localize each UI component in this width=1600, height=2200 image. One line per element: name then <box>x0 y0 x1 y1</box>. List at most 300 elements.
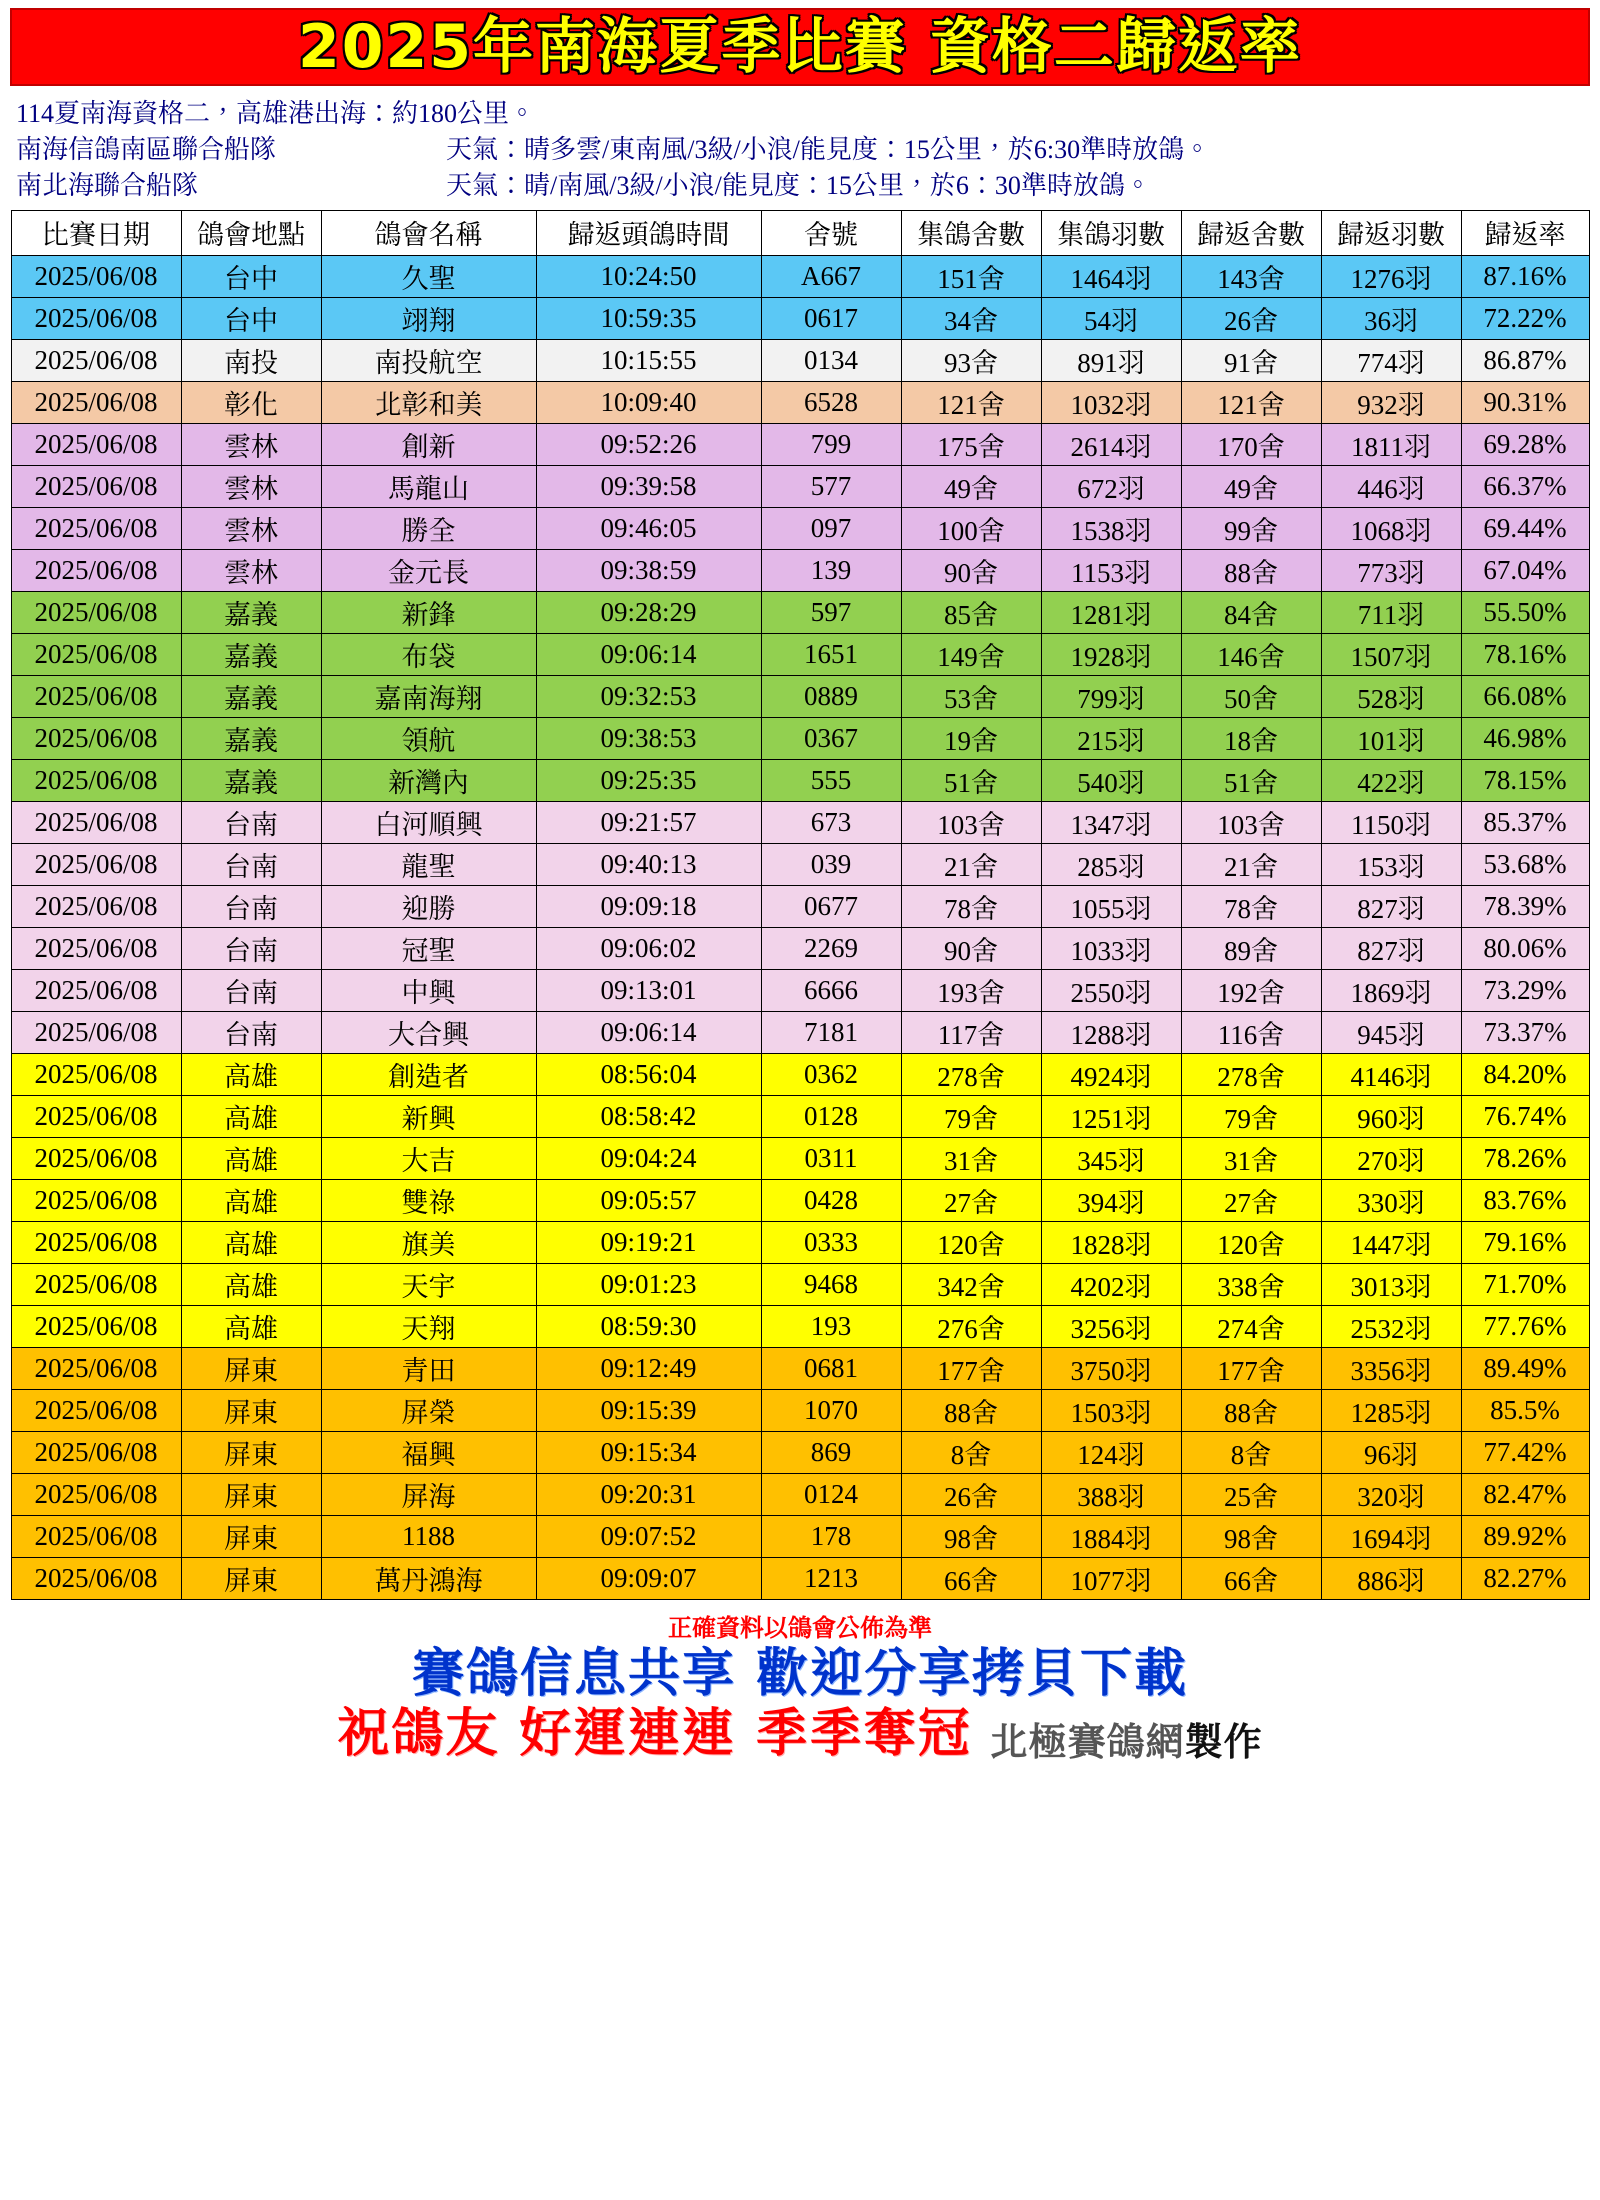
cell-return-rate: 76.74% <box>1461 1095 1589 1137</box>
cell-first-return-time: 09:32:53 <box>536 675 761 717</box>
title-banner <box>10 8 1590 86</box>
cell-return-birds: 945羽 <box>1321 1011 1461 1053</box>
cell-shed-no: 0681 <box>761 1347 901 1389</box>
cell-return-birds: 1811羽 <box>1321 423 1461 465</box>
cell-date: 2025/06/08 <box>11 1053 181 1095</box>
cell-club-name: 天宇 <box>321 1263 536 1305</box>
cell-return-rate: 84.20% <box>1461 1053 1589 1095</box>
cell-first-return-time: 09:04:24 <box>536 1137 761 1179</box>
cell-collect-sheds: 100舍 <box>901 507 1041 549</box>
header-rate: 歸返率 <box>1461 210 1589 255</box>
cell-club-name: 迎勝 <box>321 885 536 927</box>
cell-club-name: 雙祿 <box>321 1179 536 1221</box>
cell-location: 台南 <box>181 969 321 1011</box>
cell-first-return-time: 09:21:57 <box>536 801 761 843</box>
cell-location: 屏東 <box>181 1389 321 1431</box>
cell-location: 雲林 <box>181 507 321 549</box>
cell-location: 屏東 <box>181 1347 321 1389</box>
cell-first-return-time: 09:13:01 <box>536 969 761 1011</box>
cell-date: 2025/06/08 <box>11 801 181 843</box>
cell-date: 2025/06/08 <box>11 1515 181 1557</box>
cell-collect-sheds: 342舍 <box>901 1263 1041 1305</box>
footer-wish-text: 祝鴿友 好運連連 季季奪冠 <box>337 1704 972 1765</box>
cell-first-return-time: 09:40:13 <box>536 843 761 885</box>
cell-first-return-time: 09:28:29 <box>536 591 761 633</box>
cell-return-rate: 72.22% <box>1461 297 1589 339</box>
cell-return-birds: 153羽 <box>1321 843 1461 885</box>
cell-collect-birds: 285羽 <box>1041 843 1181 885</box>
info-line-distance <box>16 96 1590 132</box>
cell-first-return-time: 09:15:39 <box>536 1389 761 1431</box>
cell-shed-no: 0311 <box>761 1137 901 1179</box>
cell-return-sheds: 121舍 <box>1181 381 1321 423</box>
cell-return-sheds: 91舍 <box>1181 339 1321 381</box>
cell-collect-birds: 1153羽 <box>1041 549 1181 591</box>
cell-return-birds: 773羽 <box>1321 549 1461 591</box>
cell-date: 2025/06/08 <box>11 885 181 927</box>
table-row <box>11 675 1589 717</box>
cell-return-birds: 1276羽 <box>1321 255 1461 297</box>
cell-location: 高雄 <box>181 1305 321 1347</box>
cell-club-name: 福興 <box>321 1431 536 1473</box>
cell-date: 2025/06/08 <box>11 633 181 675</box>
footer-maker <box>989 1719 1263 1764</box>
cell-date: 2025/06/08 <box>11 339 181 381</box>
cell-club-name: 屏榮 <box>321 1389 536 1431</box>
cell-shed-no: 6528 <box>761 381 901 423</box>
cell-first-return-time: 09:39:58 <box>536 465 761 507</box>
header-shed: 舍號 <box>761 210 901 255</box>
table-row <box>11 759 1589 801</box>
cell-first-return-time: 10:09:40 <box>536 381 761 423</box>
cell-return-rate: 67.04% <box>1461 549 1589 591</box>
cell-return-rate: 73.29% <box>1461 969 1589 1011</box>
cell-return-sheds: 78舍 <box>1181 885 1321 927</box>
cell-club-name: 白河順興 <box>321 801 536 843</box>
cell-collect-birds: 215羽 <box>1041 717 1181 759</box>
cell-return-rate: 82.27% <box>1461 1557 1589 1599</box>
cell-shed-no: 0128 <box>761 1095 901 1137</box>
cell-return-sheds: 120舍 <box>1181 1221 1321 1263</box>
cell-shed-no: 673 <box>761 801 901 843</box>
cell-collect-sheds: 34舍 <box>901 297 1041 339</box>
cell-return-rate: 89.92% <box>1461 1515 1589 1557</box>
cell-collect-birds: 1055羽 <box>1041 885 1181 927</box>
cell-club-name: 南投航空 <box>321 339 536 381</box>
cell-first-return-time: 09:09:07 <box>536 1557 761 1599</box>
cell-date: 2025/06/08 <box>11 507 181 549</box>
cell-location: 屏東 <box>181 1515 321 1557</box>
cell-shed-no: 0677 <box>761 885 901 927</box>
maker-site-name: 北極賽鴿網 <box>989 1719 1185 1764</box>
cell-first-return-time: 09:25:35 <box>536 759 761 801</box>
cell-return-sheds: 50舍 <box>1181 675 1321 717</box>
cell-location: 嘉義 <box>181 633 321 675</box>
cell-collect-birds: 4924羽 <box>1041 1053 1181 1095</box>
cell-club-name: 萬丹鴻海 <box>321 1557 536 1599</box>
header-loc: 鴿會地點 <box>181 210 321 255</box>
cell-return-birds: 1507羽 <box>1321 633 1461 675</box>
cell-return-birds: 774羽 <box>1321 339 1461 381</box>
cell-first-return-time: 09:46:05 <box>536 507 761 549</box>
header-name: 鴿會名稱 <box>321 210 536 255</box>
cell-date: 2025/06/08 <box>11 843 181 885</box>
cell-club-name: 領航 <box>321 717 536 759</box>
cell-location: 嘉義 <box>181 675 321 717</box>
south-fleet-label: 南海信鴿南區聯合船隊 <box>16 134 277 164</box>
cell-return-sheds: 116舍 <box>1181 1011 1321 1053</box>
cell-first-return-time: 09:06:14 <box>536 633 761 675</box>
footer <box>10 1608 1590 1764</box>
cell-shed-no: 597 <box>761 591 901 633</box>
cell-return-birds: 2532羽 <box>1321 1305 1461 1347</box>
cell-club-name: 久聖 <box>321 255 536 297</box>
cell-return-rate: 85.37% <box>1461 801 1589 843</box>
cell-collect-sheds: 66舍 <box>901 1557 1041 1599</box>
cell-return-sheds: 51舍 <box>1181 759 1321 801</box>
cell-return-sheds: 89舍 <box>1181 927 1321 969</box>
cell-collect-birds: 3750羽 <box>1041 1347 1181 1389</box>
cell-first-return-time: 08:58:42 <box>536 1095 761 1137</box>
cell-first-return-time: 09:06:02 <box>536 927 761 969</box>
cell-first-return-time: 10:24:50 <box>536 255 761 297</box>
cell-collect-sheds: 151舍 <box>901 255 1041 297</box>
cell-return-birds: 711羽 <box>1321 591 1461 633</box>
cell-location: 屏東 <box>181 1431 321 1473</box>
cell-shed-no: 7181 <box>761 1011 901 1053</box>
cell-date: 2025/06/08 <box>11 1473 181 1515</box>
cell-collect-birds: 394羽 <box>1041 1179 1181 1221</box>
results-table <box>11 210 1590 1600</box>
table-row <box>11 465 1589 507</box>
cell-shed-no: 9468 <box>761 1263 901 1305</box>
cell-collect-birds: 1281羽 <box>1041 591 1181 633</box>
cell-first-return-time: 08:56:04 <box>536 1053 761 1095</box>
cell-collect-birds: 1032羽 <box>1041 381 1181 423</box>
cell-return-birds: 827羽 <box>1321 885 1461 927</box>
cell-return-birds: 827羽 <box>1321 927 1461 969</box>
cell-return-birds: 1150羽 <box>1321 801 1461 843</box>
cell-return-rate: 79.16% <box>1461 1221 1589 1263</box>
cell-shed-no: 555 <box>761 759 901 801</box>
cell-location: 高雄 <box>181 1095 321 1137</box>
cell-date: 2025/06/08 <box>11 1557 181 1599</box>
table-row <box>11 1263 1589 1305</box>
cell-collect-sheds: 121舍 <box>901 381 1041 423</box>
cell-club-name: 新灣內 <box>321 759 536 801</box>
northsouth-fleet-weather: 天氣：晴/南風/3級/小浪/能見度：15公里，於6：30準時放鴿。 <box>446 170 1151 200</box>
table-row <box>11 1431 1589 1473</box>
cell-return-birds: 101羽 <box>1321 717 1461 759</box>
table-row <box>11 255 1589 297</box>
cell-return-birds: 330羽 <box>1321 1179 1461 1221</box>
header-gbird: 集鴿羽數 <box>1041 210 1181 255</box>
cell-return-sheds: 278舍 <box>1181 1053 1321 1095</box>
cell-collect-sheds: 90舍 <box>901 927 1041 969</box>
cell-collect-birds: 345羽 <box>1041 1137 1181 1179</box>
cell-return-rate: 78.16% <box>1461 633 1589 675</box>
cell-club-name: 翊翔 <box>321 297 536 339</box>
cell-collect-birds: 1033羽 <box>1041 927 1181 969</box>
cell-collect-sheds: 21舍 <box>901 843 1041 885</box>
table-row <box>11 507 1589 549</box>
table-row <box>11 381 1589 423</box>
cell-return-birds: 1869羽 <box>1321 969 1461 1011</box>
cell-date: 2025/06/08 <box>11 675 181 717</box>
cell-shed-no: 0367 <box>761 717 901 759</box>
cell-location: 高雄 <box>181 1179 321 1221</box>
cell-return-sheds: 99舍 <box>1181 507 1321 549</box>
cell-first-return-time: 09:09:18 <box>536 885 761 927</box>
cell-club-name: 勝全 <box>321 507 536 549</box>
cell-return-sheds: 146舍 <box>1181 633 1321 675</box>
cell-shed-no: 577 <box>761 465 901 507</box>
cell-collect-birds: 1077羽 <box>1041 1557 1181 1599</box>
cell-first-return-time: 09:06:14 <box>536 1011 761 1053</box>
cell-date: 2025/06/08 <box>11 255 181 297</box>
cell-return-birds: 886羽 <box>1321 1557 1461 1599</box>
cell-return-rate: 55.50% <box>1461 591 1589 633</box>
cell-collect-sheds: 117舍 <box>901 1011 1041 1053</box>
cell-collect-birds: 2614羽 <box>1041 423 1181 465</box>
header-gshed: 集鴿舍數 <box>901 210 1041 255</box>
cell-first-return-time: 09:52:26 <box>536 423 761 465</box>
cell-club-name: 冠聖 <box>321 927 536 969</box>
cell-collect-birds: 891羽 <box>1041 339 1181 381</box>
cell-return-rate: 73.37% <box>1461 1011 1589 1053</box>
cell-return-birds: 528羽 <box>1321 675 1461 717</box>
table-row <box>11 1011 1589 1053</box>
cell-collect-sheds: 51舍 <box>901 759 1041 801</box>
cell-date: 2025/06/08 <box>11 549 181 591</box>
cell-shed-no: 039 <box>761 843 901 885</box>
cell-return-rate: 78.26% <box>1461 1137 1589 1179</box>
cell-location: 雲林 <box>181 549 321 591</box>
cell-shed-no: 0428 <box>761 1179 901 1221</box>
cell-club-name: 嘉南海翔 <box>321 675 536 717</box>
table-header-row <box>11 210 1589 255</box>
cell-return-rate: 77.76% <box>1461 1305 1589 1347</box>
cell-return-birds: 1285羽 <box>1321 1389 1461 1431</box>
cell-location: 雲林 <box>181 423 321 465</box>
cell-return-rate: 78.39% <box>1461 885 1589 927</box>
cell-date: 2025/06/08 <box>11 591 181 633</box>
cell-collect-birds: 388羽 <box>1041 1473 1181 1515</box>
cell-location: 高雄 <box>181 1137 321 1179</box>
cell-first-return-time: 09:05:57 <box>536 1179 761 1221</box>
cell-collect-sheds: 103舍 <box>901 801 1041 843</box>
cell-club-name: 馬龍山 <box>321 465 536 507</box>
cell-shed-no: 869 <box>761 1431 901 1473</box>
cell-location: 南投 <box>181 339 321 381</box>
cell-return-birds: 1694羽 <box>1321 1515 1461 1557</box>
footer-bottom-line <box>10 1706 1590 1763</box>
cell-collect-sheds: 31舍 <box>901 1137 1041 1179</box>
cell-first-return-time: 10:59:35 <box>536 297 761 339</box>
cell-return-sheds: 170舍 <box>1181 423 1321 465</box>
cell-return-sheds: 8舍 <box>1181 1431 1321 1473</box>
cell-date: 2025/06/08 <box>11 381 181 423</box>
cell-location: 高雄 <box>181 1221 321 1263</box>
cell-return-sheds: 88舍 <box>1181 1389 1321 1431</box>
cell-return-rate: 80.06% <box>1461 927 1589 969</box>
cell-shed-no: 1213 <box>761 1557 901 1599</box>
cell-return-birds: 1068羽 <box>1321 507 1461 549</box>
cell-collect-birds: 3256羽 <box>1041 1305 1181 1347</box>
cell-collect-birds: 1928羽 <box>1041 633 1181 675</box>
cell-club-name: 大吉 <box>321 1137 536 1179</box>
cell-collect-sheds: 8舍 <box>901 1431 1041 1473</box>
cell-return-rate: 85.5% <box>1461 1389 1589 1431</box>
cell-date: 2025/06/08 <box>11 1263 181 1305</box>
cell-location: 台中 <box>181 255 321 297</box>
cell-collect-sheds: 78舍 <box>901 885 1041 927</box>
cell-date: 2025/06/08 <box>11 1011 181 1053</box>
cell-club-name: 青田 <box>321 1347 536 1389</box>
cell-first-return-time: 08:59:30 <box>536 1305 761 1347</box>
cell-collect-birds: 54羽 <box>1041 297 1181 339</box>
cell-club-name: 中興 <box>321 969 536 1011</box>
info-distance-text: 114夏南海資格二，高雄港出海：約180公里。 <box>16 99 536 128</box>
cell-club-name: 新興 <box>321 1095 536 1137</box>
cell-return-birds: 36羽 <box>1321 297 1461 339</box>
cell-shed-no: A667 <box>761 255 901 297</box>
cell-collect-birds: 124羽 <box>1041 1431 1181 1473</box>
cell-first-return-time: 09:12:49 <box>536 1347 761 1389</box>
cell-shed-no: 799 <box>761 423 901 465</box>
cell-return-rate: 69.28% <box>1461 423 1589 465</box>
cell-return-rate: 46.98% <box>1461 717 1589 759</box>
cell-return-rate: 83.76% <box>1461 1179 1589 1221</box>
cell-return-birds: 270羽 <box>1321 1137 1461 1179</box>
cell-return-birds: 3013羽 <box>1321 1263 1461 1305</box>
cell-club-name: 龍聖 <box>321 843 536 885</box>
cell-return-birds: 96羽 <box>1321 1431 1461 1473</box>
cell-return-birds: 1447羽 <box>1321 1221 1461 1263</box>
cell-return-rate: 69.44% <box>1461 507 1589 549</box>
cell-location: 屏東 <box>181 1557 321 1599</box>
cell-collect-birds: 1288羽 <box>1041 1011 1181 1053</box>
cell-return-birds: 932羽 <box>1321 381 1461 423</box>
cell-return-sheds: 18舍 <box>1181 717 1321 759</box>
cell-return-rate: 87.16% <box>1461 255 1589 297</box>
cell-shed-no: 0333 <box>761 1221 901 1263</box>
cell-first-return-time: 10:15:55 <box>536 339 761 381</box>
cell-collect-sheds: 79舍 <box>901 1095 1041 1137</box>
header-rshed: 歸返舍數 <box>1181 210 1321 255</box>
cell-return-sheds: 66舍 <box>1181 1557 1321 1599</box>
cell-location: 彰化 <box>181 381 321 423</box>
cell-location: 嘉義 <box>181 759 321 801</box>
info-line-south-fleet <box>16 132 1590 168</box>
cell-club-name: 屏海 <box>321 1473 536 1515</box>
cell-location: 高雄 <box>181 1263 321 1305</box>
cell-shed-no: 0617 <box>761 297 901 339</box>
cell-date: 2025/06/08 <box>11 1431 181 1473</box>
cell-collect-sheds: 120舍 <box>901 1221 1041 1263</box>
cell-return-sheds: 27舍 <box>1181 1179 1321 1221</box>
table-row <box>11 801 1589 843</box>
table-row <box>11 1053 1589 1095</box>
table-row <box>11 1515 1589 1557</box>
cell-location: 台中 <box>181 297 321 339</box>
cell-return-rate: 82.47% <box>1461 1473 1589 1515</box>
cell-return-birds: 320羽 <box>1321 1473 1461 1515</box>
cell-location: 嘉義 <box>181 717 321 759</box>
cell-shed-no: 0124 <box>761 1473 901 1515</box>
cell-return-rate: 66.37% <box>1461 465 1589 507</box>
cell-club-name: 北彰和美 <box>321 381 536 423</box>
cell-collect-birds: 1503羽 <box>1041 1389 1181 1431</box>
page-title: 2025年南海夏季比賽 資格二歸返率 <box>298 12 1302 82</box>
cell-shed-no: 0134 <box>761 339 901 381</box>
cell-club-name: 新鋒 <box>321 591 536 633</box>
cell-first-return-time: 09:01:23 <box>536 1263 761 1305</box>
cell-return-sheds: 25舍 <box>1181 1473 1321 1515</box>
cell-return-rate: 71.70% <box>1461 1263 1589 1305</box>
table-row <box>11 339 1589 381</box>
cell-date: 2025/06/08 <box>11 1179 181 1221</box>
cell-collect-birds: 799羽 <box>1041 675 1181 717</box>
cell-collect-sheds: 149舍 <box>901 633 1041 675</box>
cell-shed-no: 6666 <box>761 969 901 1011</box>
cell-club-name: 金元長 <box>321 549 536 591</box>
cell-return-sheds: 49舍 <box>1181 465 1321 507</box>
cell-return-sheds: 79舍 <box>1181 1095 1321 1137</box>
cell-collect-birds: 4202羽 <box>1041 1263 1181 1305</box>
table-body <box>11 255 1589 1599</box>
cell-collect-birds: 1538羽 <box>1041 507 1181 549</box>
cell-collect-sheds: 278舍 <box>901 1053 1041 1095</box>
table-row <box>11 1095 1589 1137</box>
cell-location: 雲林 <box>181 465 321 507</box>
table-row <box>11 927 1589 969</box>
cell-collect-birds: 1251羽 <box>1041 1095 1181 1137</box>
cell-collect-birds: 540羽 <box>1041 759 1181 801</box>
cell-location: 台南 <box>181 843 321 885</box>
cell-collect-birds: 1347羽 <box>1041 801 1181 843</box>
cell-return-rate: 77.42% <box>1461 1431 1589 1473</box>
cell-shed-no: 178 <box>761 1515 901 1557</box>
cell-return-sheds: 21舍 <box>1181 843 1321 885</box>
cell-collect-sheds: 53舍 <box>901 675 1041 717</box>
table-row <box>11 885 1589 927</box>
cell-collect-sheds: 88舍 <box>901 1389 1041 1431</box>
cell-return-birds: 3356羽 <box>1321 1347 1461 1389</box>
cell-collect-sheds: 27舍 <box>901 1179 1041 1221</box>
cell-collect-sheds: 93舍 <box>901 339 1041 381</box>
cell-collect-sheds: 26舍 <box>901 1473 1041 1515</box>
footer-share-line: 賽鴿信息共享 歡迎分享拷貝下載 <box>411 1643 1189 1704</box>
cell-date: 2025/06/08 <box>11 1221 181 1263</box>
table-row <box>11 1137 1589 1179</box>
cell-return-birds: 446羽 <box>1321 465 1461 507</box>
table-row <box>11 1221 1589 1263</box>
table-row <box>11 549 1589 591</box>
table-row <box>11 1389 1589 1431</box>
header-time: 歸返頭鴿時間 <box>536 210 761 255</box>
cell-club-name: 天翔 <box>321 1305 536 1347</box>
cell-collect-sheds: 175舍 <box>901 423 1041 465</box>
cell-date: 2025/06/08 <box>11 1347 181 1389</box>
cell-return-sheds: 274舍 <box>1181 1305 1321 1347</box>
cell-location: 台南 <box>181 885 321 927</box>
cell-return-rate: 53.68% <box>1461 843 1589 885</box>
table-row <box>11 1347 1589 1389</box>
footer-note: 正確資料以鴿會公佈為準 <box>668 1615 932 1642</box>
cell-collect-sheds: 49舍 <box>901 465 1041 507</box>
cell-first-return-time: 09:38:53 <box>536 717 761 759</box>
